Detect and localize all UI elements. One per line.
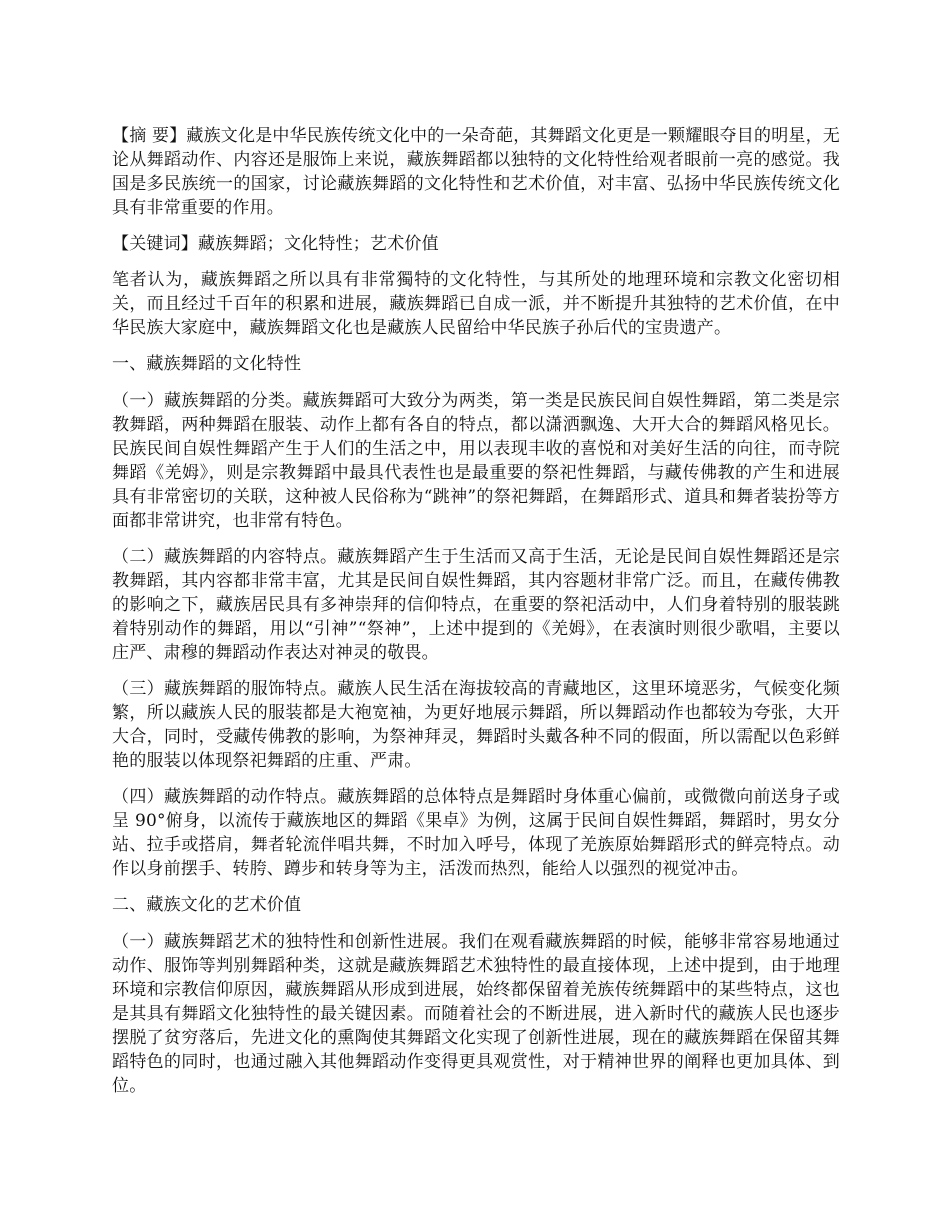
body-paragraph-costume: （三）藏族舞蹈的服饰特点。藏族人民生活在海拔较高的青藏地区，这里环境恶劣，气候变化频繁，所以藏族人民的服装都是大袍宽袖，为更好地展示舞蹈，所以舞蹈动作也都较为夸张，大开大合，同时，受藏传佛教的影响，为祭神拜灵，舞蹈时头戴各种不同的假面，所以需配以色彩鲜艳的服装以体现祭祀舞蹈的庄重、严肃。 (112, 679, 840, 771)
body-paragraph-classification: （一）藏族舞蹈的分类。藏族舞蹈可大致分为两类，第一类是民族民间自娱性舞蹈，第二类是宗教舞蹈，两种舞蹈在服装、动作上都有各自的特点，都以潇洒飘逸、大开大合的舞蹈风格见长。民族民间自娱性舞蹈产生于人们的生活之中，用以表现丰收的喜悦和对美好生活的向往，而寺院舞蹈《羌姆》，则是宗教舞蹈中最具代表性也是最重要的祭祀性舞蹈，与藏传佛教的产生和进展具有非常密切的关联，这种被人民俗称为“跳神”的祭祀舞蹈，在舞蹈形式、道具和舞者装扮等方面都非常讲究，也非常有特色。 (112, 391, 840, 531)
abstract-paragraph: 【摘 要】藏族文化是中华民族传统文化中的一朵奇葩，其舞蹈文化更是一颗耀眼夺目的明星，无论从舞蹈动作、内容还是服饰上来说，藏族舞蹈都以独特的文化特性给观者眼前一亮的感觉。我国是多民族统一的国家，讨论藏族舞蹈的文化特性和艺术价值，对丰富、弘扬中华民族传统文化具有非常重要的作用。 (112, 126, 841, 218)
body-paragraph-movement: （四）藏族舞蹈的动作特点。藏族舞蹈的总体特点是舞蹈时身体重心偏前，或微微向前送身子或呈 90°俯身，以流传于藏族地区的舞蹈《果卓》为例，这属于民间自娱性舞蹈，舞蹈时，男女分站、拉手或搭肩，舞者轮流伴唱共舞，不时加入呼号，体现了羌族原始舞蹈形式的鲜亮特点。动作以身前摆手、转胯、蹲步和转身等为主，活泼而热烈，能给人以强烈的视觉冲击。 (112, 787, 840, 879)
body-paragraph-content: （二）藏族舞蹈的内容特点。藏族舞蹈产生于生活而又高于生活，无论是民间自娱性舞蹈还是宗教舞蹈，其内容都非常丰富，尤其是民间自娱性舞蹈，其内容题材非常广泛。而且，在藏传佛教的影响之下，藏族居民具有多神崇拜的信仰特点，在重要的祭祀活动中，人们身着特别的服装跳着特别动作的舞蹈，用以“引神”“祭神”，上述中提到的《羌姆》，在表演时则很少歌唱，主要以庄严、肃穆的舞蹈动作表达对神灵的敬畏。 (112, 547, 840, 663)
body-paragraph-uniqueness: （一）藏族舞蹈艺术的独特性和创新性进展。我们在观看藏族舞蹈的时候，能够非常容易地通过动作、服饰等判别舞蹈种类，这就是藏族舞蹈艺术独特性的最直接体现，上述中提到，由于地理环境和宗教信仰原因，藏族舞蹈从形成到进展，始终都保留着羌族传统舞蹈中的某些特点，这也是其具有舞蹈文化独特性的最关键因素。而随着社会的不断进展，进入新时代的藏族人民也逐步摆脱了贫穷落后，先进文化的熏陶使其舞蹈文化实现了创新性进展，现在的藏族舞蹈在保留其舞蹈特色的同时，也通过融入其他舞蹈动作变得更具观赏性，对于精神世界的阐释也更加具体、到位。 (112, 932, 840, 1096)
section-heading-cultural-characteristics: 一、藏族舞蹈的文化特性 (112, 354, 302, 374)
document-page (112, 124, 840, 1110)
section-heading-artistic-value: 二、藏族文化的艺术价值 (112, 895, 302, 915)
keywords-paragraph: 【关键词】藏族舞蹈；文化特性；艺术价值 (112, 234, 439, 254)
intro-paragraph: 笔者认为，藏族舞蹈之所以具有非常獨特的文化特性，与其所处的地理环境和宗教文化密切相关，而且经过千百年的积累和进展，藏族舞蹈已自成一派，并不断提升其独特的艺术价值，在中华民族大家庭中，藏族舞蹈文化也是藏族人民留给中华民族子孙后代的宝贵遗产。 (112, 270, 840, 338)
